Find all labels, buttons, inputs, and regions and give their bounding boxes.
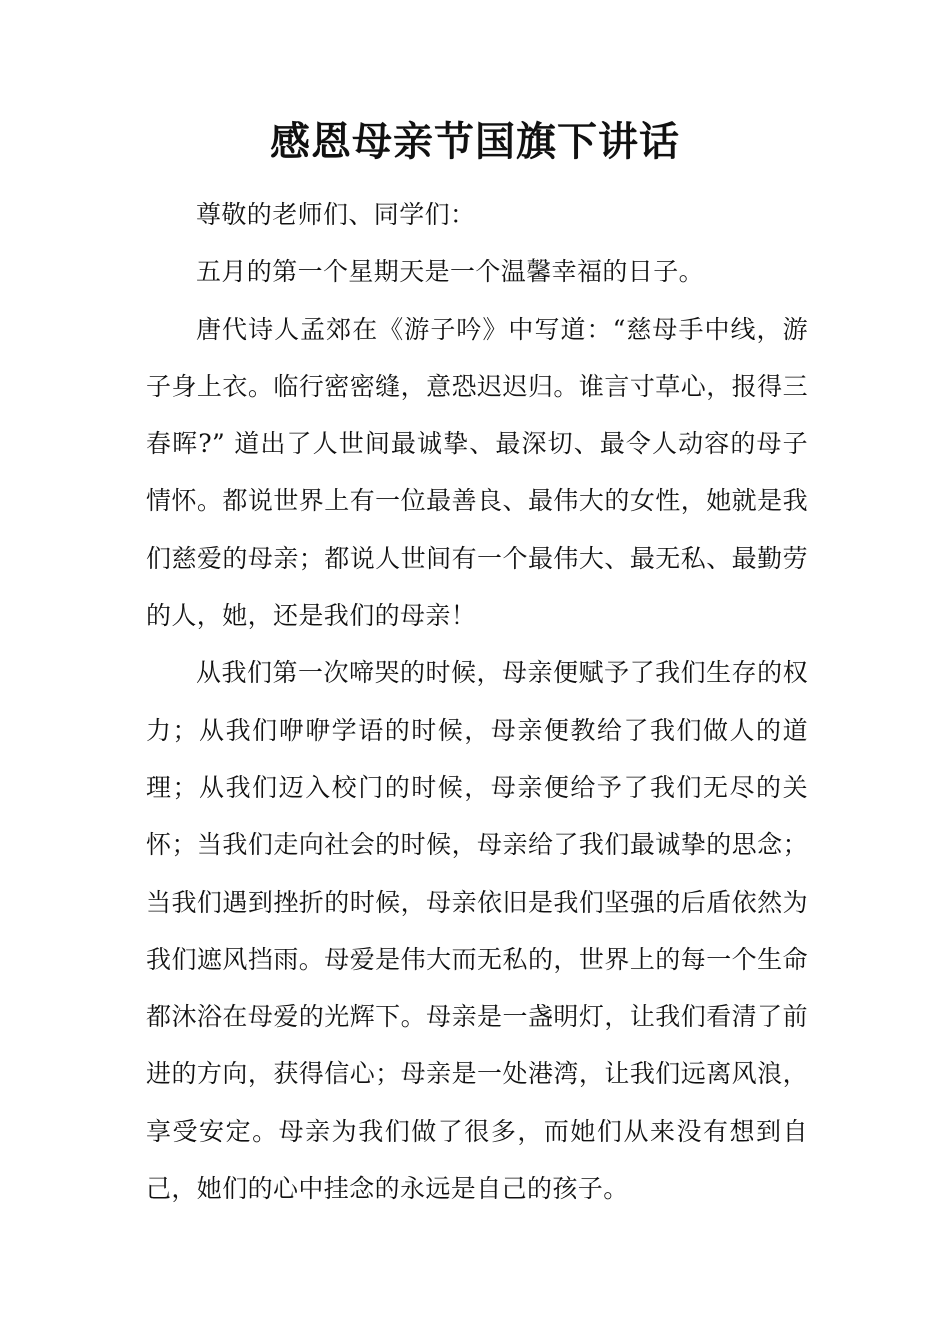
paragraph-greeting: 尊敬的老师们、同学们： xyxy=(196,200,476,229)
page-title: 感恩母亲节国旗下讲话 xyxy=(270,118,680,165)
paragraph-intro: 五月的第一个星期天是一个温馨幸福的日子。 xyxy=(196,257,705,287)
paragraph-poem: 唐代诗人孟郊在《游子吟》中写道：“慈母手中线，游子身上衣。临行密密缝，意恐迟迟归。谁言寸草心，报得三春晖?” 道出了人世间最诚挚、最深切、最令人动容的母子情怀。都说世界上有一位最善良、最伟大的女性，她就是我们慈爱的母亲；都说人世间有一个最伟大、最无私、最勤劳的人，她，还是我们的母亲！ xyxy=(146,314,808,631)
document-body xyxy=(146,186,808,1217)
paragraph-mother-love: 从我们第一次啼哭的时候，母亲便赋予了我们生存的权力；从我们咿咿学语的时候，母亲便教给了我们做人的道理；从我们迈入校门的时候，母亲便给予了我们无尽的关怀；当我们走向社会的时候，母亲给了我们最诚挚的思念；当我们遇到挫折的时候，母亲依旧是我们坚强的后盾依然为我们遮风挡雨。母爱是伟大而无私的，世界上的每一个生命都沐浴在母爱的光辉下。母亲是一盏明灯，让我们看清了前进的方向，获得信心；母亲是一处港湾，让我们远离风浪，享受安定。母亲为我们做了很多，而她们从来没有想到自己，她们的心中挂念的永远是自己的孩子。 xyxy=(146,658,808,1204)
